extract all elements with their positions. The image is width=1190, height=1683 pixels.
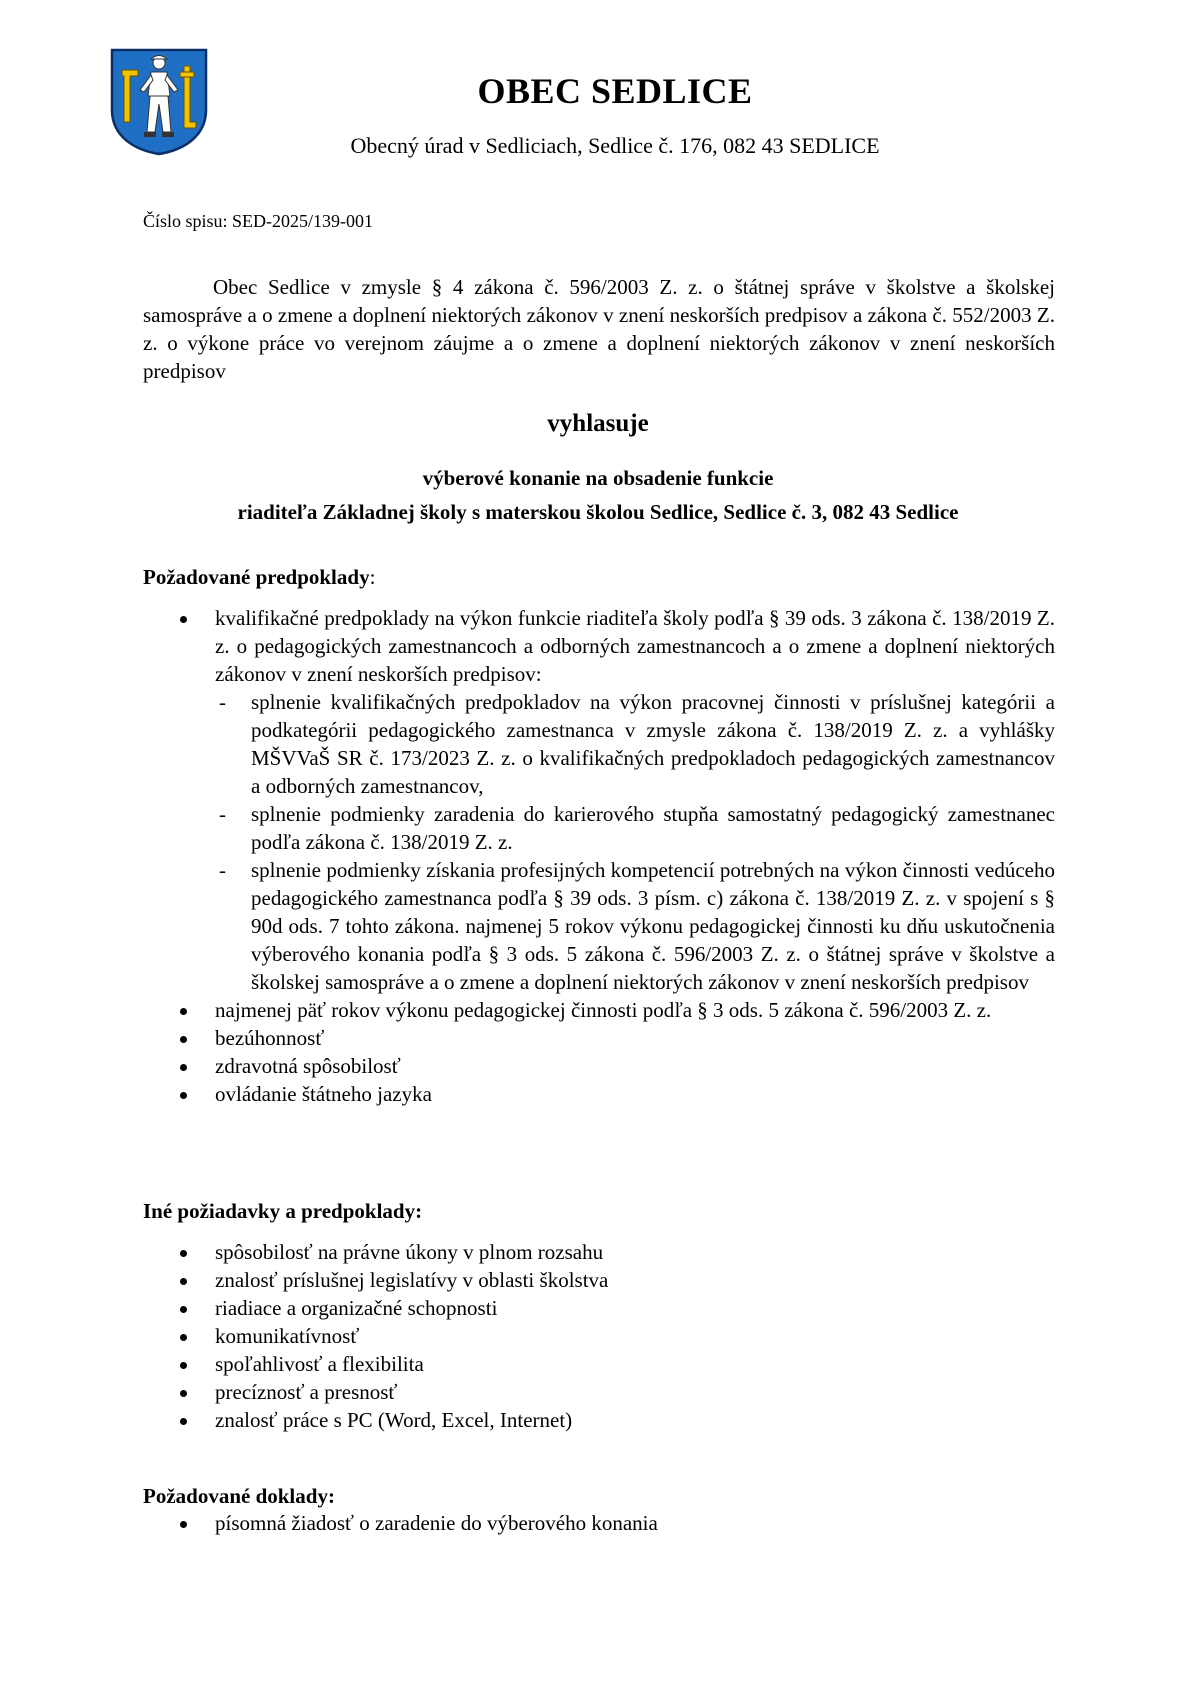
intro-paragraph: Obec Sedlice v zmysle § 4 zákona č. 596/2003 Z. z. o štátnej správe v školstve a školskej samospráve a o zmene a doplnení niektorých zákonov v znení neskorších predpisov a zákona č. 552/2003 Z. z. o výkone práce vo verejnom záujme a o zmene a doplnení niektorých zákonov v znení neskorších predpisov <box>143 275 1055 383</box>
list-item <box>143 1238 1055 1266</box>
list-item <box>143 1378 1055 1406</box>
position-line-1: výberové konanie na obsadenie funkcie <box>422 466 774 490</box>
position-line-2: riaditeľa Základnej školy s materskou školou Sedlice, Sedlice č. 3, 082 43 Sedlice <box>237 500 959 524</box>
list-item <box>143 1052 1055 1080</box>
requirements-heading <box>143 565 375 590</box>
other-requirements-heading: Iné požiadavky a predpoklady: <box>143 1199 423 1223</box>
list-item-text: písomná žiadosť o zaradenie do výberového konania <box>215 1511 658 1535</box>
list-item-text: bezúhonnosť <box>215 1026 325 1050</box>
bullet-icon <box>180 1390 187 1397</box>
requirements-heading-colon: : <box>369 565 376 589</box>
list-item <box>143 1322 1055 1350</box>
list-item-text: znalosť práce s PC (Word, Excel, Internet) <box>215 1408 573 1432</box>
list-item-text: ovládanie štátneho jazyka <box>215 1082 432 1106</box>
announcement-heading: vyhlasuje <box>547 410 649 437</box>
list-item-text: spoľahlivosť a flexibilita <box>215 1352 424 1376</box>
bullet-icon <box>180 1362 187 1369</box>
sub-item-text: splnenie podmienky získania profesijných kompetencií potrebných na výkon činnosti vedúceho pedagogického zamestnanca podľa § 39 ods. 3 písm. c) zákona č. 138/2019 Z. z. v spojení s § 90d ods. 7 tohto zákona. najmenej 5 rokov výkonu pedagogickej činnosti ku dňu uskutočnenia výberového konania podľa § 3 ods. 5 zákona č. 596/2003 Z. z. o štátnej správe v školstve a školskej samospráve a o zmene a doplnení niektorých zákonov v znení neskorších predpisov <box>251 858 1055 994</box>
list-item <box>143 1406 1055 1434</box>
dash-icon: - <box>219 858 226 882</box>
list-item-text: zdravotná spôsobilosť <box>215 1054 401 1078</box>
requirements-list <box>143 604 1055 1108</box>
sub-item <box>215 800 1055 856</box>
other-requirements-list <box>143 1238 1055 1434</box>
list-item <box>143 1080 1055 1108</box>
sub-item <box>215 856 1055 996</box>
bullet-icon <box>180 1036 187 1043</box>
bullet-icon <box>180 616 187 623</box>
list-item <box>143 1509 1055 1537</box>
list-item-text: precíznosť a presnosť <box>215 1380 398 1404</box>
sub-item-text: splnenie kvalifikačných predpokladov na výkon pracovnej činnosti v príslušnej kategórii a podkategórii pedagogického zamestnanca v zmysle zákona č. 138/2019 Z. z. a vyhlášky MŠVVaŠ SR č. 173/2023 Z. z. o kvalifikačných predpokladoch pedagogických zamestnancov a odborných zamestnancov, <box>251 690 1055 798</box>
list-item <box>143 1024 1055 1052</box>
bullet-icon <box>180 1306 187 1313</box>
list-item-text: riadiace a organizačné schopnosti <box>215 1296 498 1320</box>
sub-item-text: splnenie podmienky zaradenia do karierového stupňa samostatný pedagogický zamestnanec podľa zákona č. 138/2019 Z. z. <box>251 802 1055 854</box>
dash-icon: - <box>219 690 226 714</box>
bullet-icon <box>180 1334 187 1341</box>
list-item-text: spôsobilosť na právne úkony v plnom rozsahu <box>215 1240 604 1264</box>
bullet-icon <box>180 1521 187 1528</box>
bullet-icon <box>180 1008 187 1015</box>
requirements-heading-text: Požadované predpoklady <box>143 565 370 589</box>
bullet-icon <box>180 1250 187 1257</box>
page-title: OBEC SEDLICE <box>477 71 753 111</box>
documents-heading: Požadované doklady: <box>143 1484 335 1508</box>
documents-list <box>143 1509 1055 1537</box>
bullet-icon <box>180 1092 187 1099</box>
bullet-icon <box>180 1278 187 1285</box>
list-item <box>143 1266 1055 1294</box>
bullet-icon <box>180 1064 187 1071</box>
list-item-text: znalosť príslušnej legislatívy v oblasti školstva <box>215 1268 609 1292</box>
list-item-text: komunikatívnosť <box>215 1324 360 1348</box>
list-item <box>143 604 1055 996</box>
list-item <box>143 996 1055 1024</box>
list-item <box>143 1294 1055 1322</box>
bullet-icon <box>180 1418 187 1425</box>
list-item-text: kvalifikačné predpoklady na výkon funkcie riaditeľa školy podľa § 39 ods. 3 zákona č. 138/2019 Z. z. o pedagogických zamestnancoch a odborných zamestnancoch a o zmene a doplnení niektorých zákonov v znení neskorších predpisov: <box>215 606 1055 686</box>
list-item-text: najmenej päť rokov výkonu pedagogickej činnosti podľa § 3 ods. 5 zákona č. 596/2003 Z. z. <box>215 998 992 1022</box>
office-address: Obecný úrad v Sedliciach, Sedlice č. 176, 082 43 SEDLICE <box>350 133 880 158</box>
dash-icon: - <box>219 802 226 826</box>
list-item <box>143 1350 1055 1378</box>
file-number: Číslo spisu: SED-2025/139-001 <box>143 211 374 231</box>
sub-item <box>215 688 1055 800</box>
